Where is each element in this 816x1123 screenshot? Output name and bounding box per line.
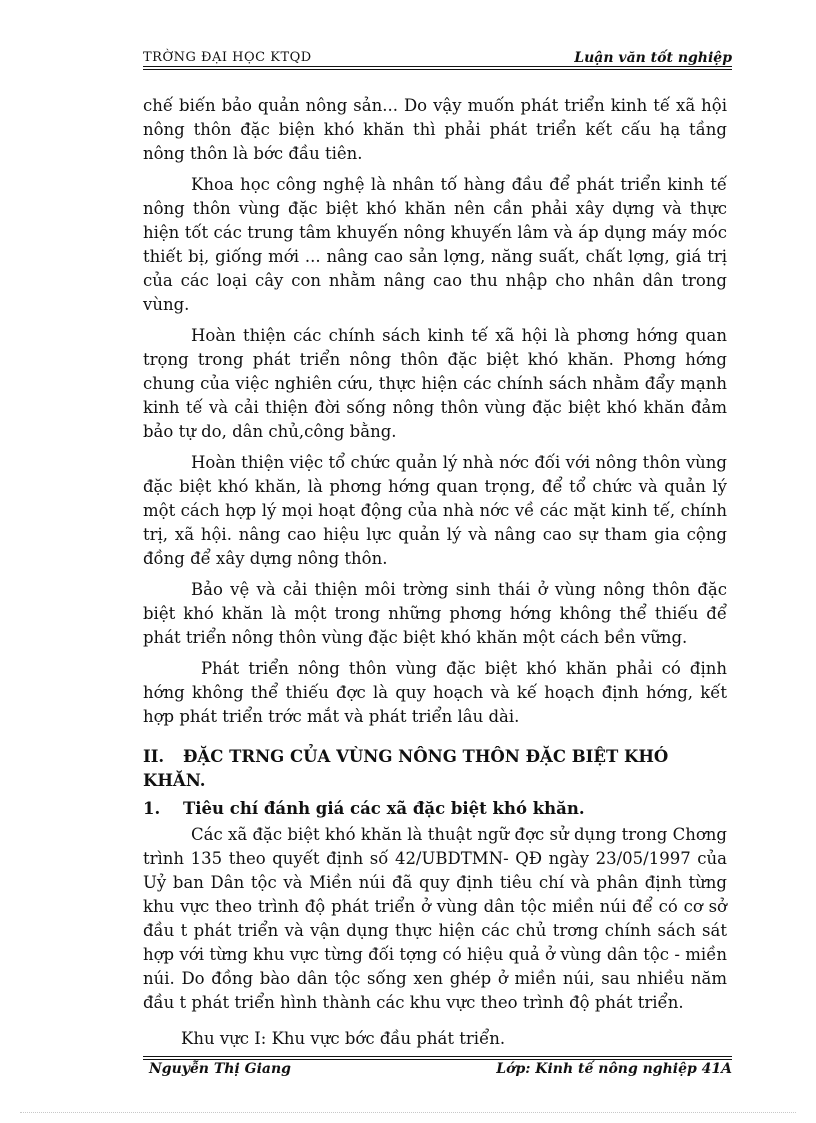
paragraph: Hoàn thiện các chính sách kinh tế xã hội là phơng hớng quan trọng trong phát triển nông thôn đặc biệt khó khăn. Phơng hớng chung của việc nghiên cứu, thực hiện các chính sách nhằm đẩy mạnh kinh tế và cải thiện đời sống nông thôn vùng đặc biệt khó khăn đảm bảo tự do, dân chủ,công bằng. xyxy=(143,326,727,441)
page-content xyxy=(143,94,727,1058)
sub-heading-title: Tiêu chí đánh giá các xã đặc biệt khó khăn. xyxy=(183,799,585,818)
paragraph: chế biến bảo quản nông sản... Do vậy muốn phát triển kinh tế xã hội nông thôn đặc biện khó khăn thì phải phát triển kết cấu hạ tầng nông thôn là bớc đầu tiên. xyxy=(143,96,727,163)
footer-rule-thin xyxy=(143,1056,732,1057)
page-header xyxy=(143,50,732,68)
header-university: TRỜNG ĐẠI HỌC KTQD xyxy=(143,50,312,65)
sub-heading-number: 1. xyxy=(143,799,161,818)
header-document-type: Luận văn tốt nghiệp xyxy=(574,50,732,66)
header-rule-thin xyxy=(143,69,732,70)
paragraph: Khoa học công nghệ là nhân tố hàng đầu để phát triển kinh tế nông thôn vùng đặc biệt khó khăn nên cần phải xây dựng và thực hiện tốt các trung tâm khuyến nông khuyến lâm và áp dụng máy móc thiết bị, giống mới ... nâng cao sản lợng, năng suất, chất lợng, giá trị của các loại cây con nhằm nâng cao thu nhập cho nhân dân trong vùng. xyxy=(143,175,727,314)
paragraph: Khu vực I: Khu vực bớc đầu phát triển. xyxy=(181,1029,506,1048)
paragraph: Phát triển nông thôn vùng đặc biệt khó khăn phải có định hớng không thể thiếu đợc là quy hoạch và kế hoạch định hớng, kết hợp phát triển trớc mắt và phát triển lâu dài. xyxy=(143,659,727,726)
footer-rule xyxy=(143,1059,732,1060)
header-rule xyxy=(143,66,732,67)
footer-class: Lớp: Kinh tế nông nghiệp 41A xyxy=(496,1061,732,1077)
section-number: II. xyxy=(143,747,165,766)
page-bottom-border xyxy=(20,1112,796,1113)
paragraph: Bảo vệ và cải thiện môi trờng sinh thái ở vùng nông thôn đặc biệt khó khăn là một trong những phơng hớng không thể thiếu để phát triển nông thôn vùng đặc biệt khó khăn một cách bền vững. xyxy=(143,580,727,647)
footer-author: Nguyễn Thị Giang xyxy=(149,1061,291,1077)
section-title: ĐẶC TRNG CỦA VÙNG NÔNG THÔN ĐẶC BIỆT KHÓ KHĂN. xyxy=(143,747,669,790)
paragraph: Hoàn thiện việc tổ chức quản lý nhà nớc đối với nông thôn vùng đặc biệt khó khăn, là phơng hớng quan trọng, để tổ chức và quản lý một cách hợp lý mọi hoạt động của nhà nớc về các mặt kinh tế, chính trị, xã hội. nâng cao hiệu lực quản lý và nâng cao sự tham gia cộng đồng để xây dựng nông thôn. xyxy=(143,453,727,568)
paragraph: Các xã đặc biệt khó khăn là thuật ngữ đợc sử dụng trong Chơng trình 135 theo quyết định số 42/UBDTMN- QĐ ngày 23/05/1997 của Uỷ ban Dân tộc và Miền núi đã quy định tiêu chí và phân định từng khu vực theo trình độ phát triển ở vùng dân tộc miền núi để có cơ sở đầu t phát triển và vận dụng thực hiện các chủ trơng chính sách sát hợp với từng khu vực từng đối tợng có hiệu quả ở vùng dân tộc - miền núi. Do đồng bào dân tộc sống xen ghép ở miền núi, sau nhiều năm đầu t phát triển hình thành các khu vực theo trình độ phát triển. xyxy=(143,825,727,1012)
section-heading xyxy=(143,745,727,793)
page-footer xyxy=(143,1056,732,1078)
sub-heading xyxy=(143,797,727,821)
